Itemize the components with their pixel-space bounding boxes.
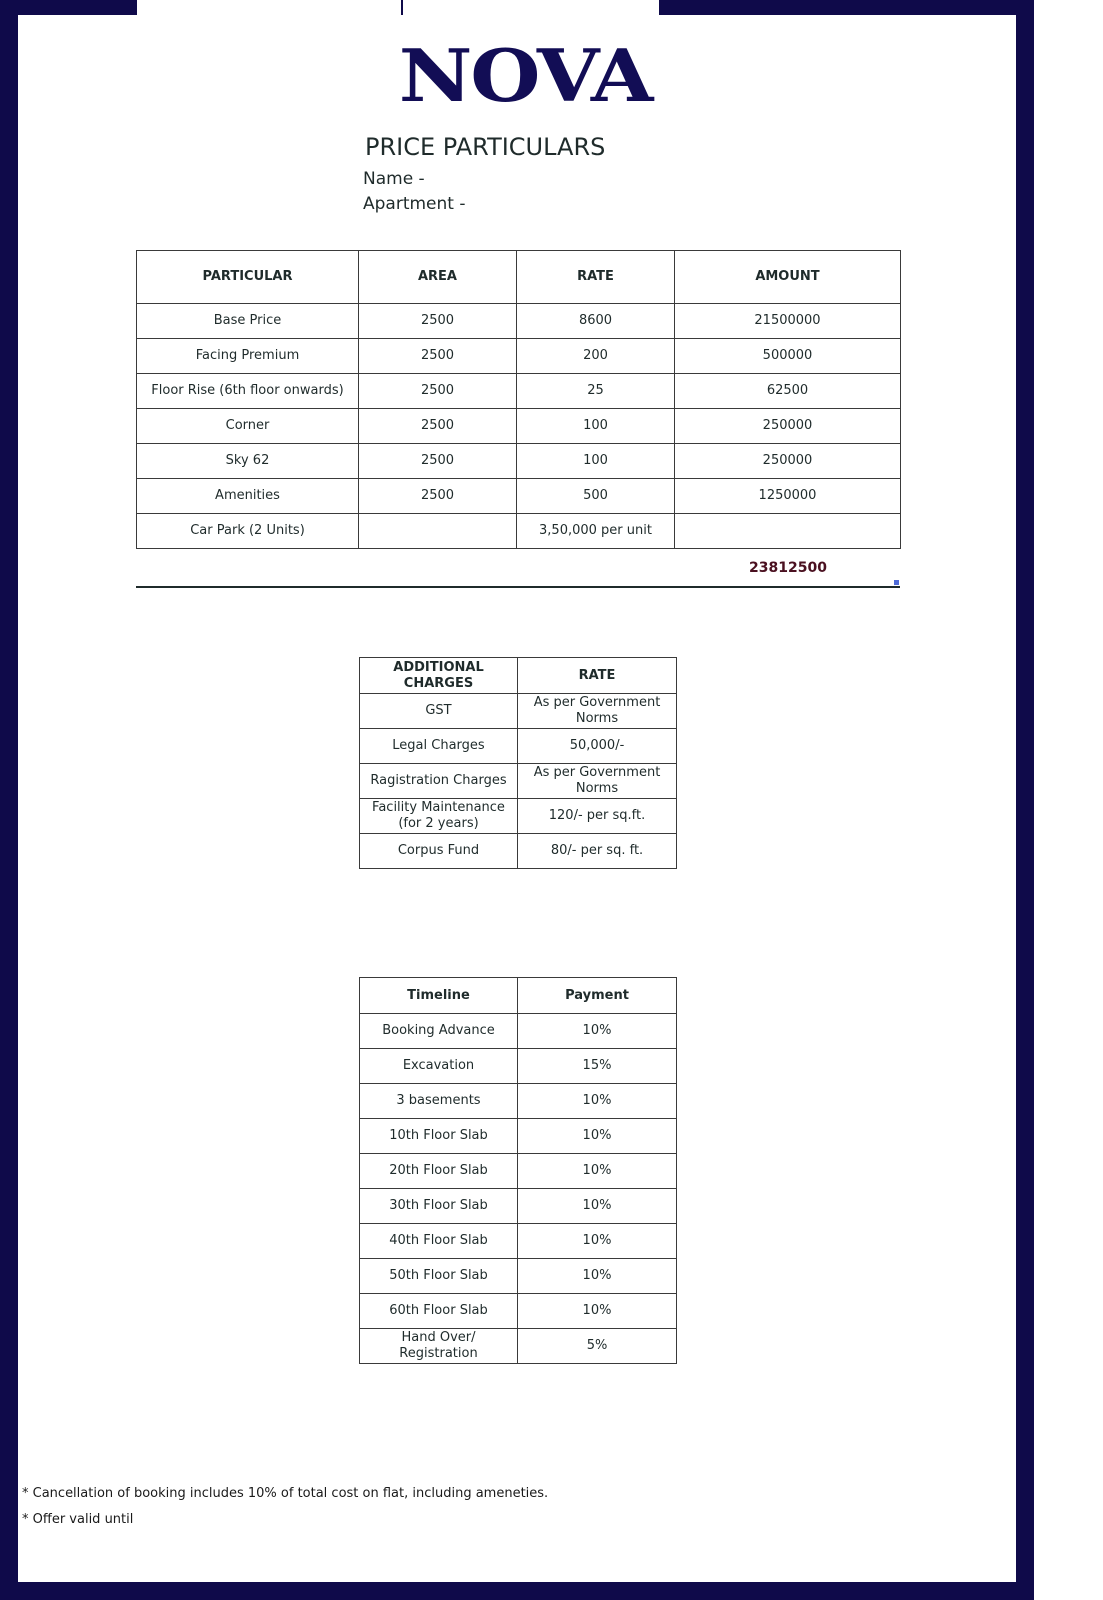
total-underline	[136, 586, 900, 588]
table-cell: GST	[360, 694, 518, 729]
table-cell: Ragistration Charges	[360, 764, 518, 799]
table-cell: 100	[517, 444, 675, 479]
table-row	[360, 1189, 677, 1224]
table-cell: Floor Rise (6th floor onwards)	[137, 374, 359, 409]
table-row	[360, 1154, 677, 1189]
table-cell: 250000	[675, 444, 901, 479]
page-border-left	[0, 0, 18, 1600]
table-cell: 20th Floor Slab	[360, 1154, 518, 1189]
table-row	[360, 799, 677, 834]
table-cell: 200	[517, 339, 675, 374]
table-cell: 40th Floor Slab	[360, 1224, 518, 1259]
table-cell: 30th Floor Slab	[360, 1189, 518, 1224]
payment-timeline-table	[359, 977, 677, 1364]
table-cell: 2500	[359, 304, 517, 339]
table-cell: 3,50,000 per unit	[517, 514, 675, 549]
table-cell: 10th Floor Slab	[360, 1119, 518, 1154]
table-row	[360, 1294, 677, 1329]
table-cell: 25	[517, 374, 675, 409]
table-cell: 2500	[359, 339, 517, 374]
table-row	[360, 1084, 677, 1119]
table-row	[360, 694, 677, 729]
table-cell: Facility Maintenance (for 2 years)	[360, 799, 518, 834]
table-row	[360, 1259, 677, 1294]
table-row	[360, 1119, 677, 1154]
column-header: PARTICULAR	[137, 251, 359, 304]
table-cell: Excavation	[360, 1049, 518, 1084]
table-cell: Car Park (2 Units)	[137, 514, 359, 549]
column-header: ADDITIONAL CHARGES	[360, 658, 518, 694]
table-cell: 2500	[359, 444, 517, 479]
table-cell: Facing Premium	[137, 339, 359, 374]
additional-charges-table	[359, 657, 677, 869]
offer-validity-note: * Offer valid until	[22, 1512, 134, 1527]
table-row	[137, 374, 901, 409]
table-cell: Base Price	[137, 304, 359, 339]
table-cell: 10%	[518, 1224, 677, 1259]
table-row	[137, 304, 901, 339]
table-cell: 3 basements	[360, 1084, 518, 1119]
column-header: Payment	[518, 978, 677, 1014]
table-header-row	[360, 978, 677, 1014]
cancellation-note: * Cancellation of booking includes 10% of total cost on flat, including ameneties.	[22, 1486, 549, 1501]
column-header: RATE	[518, 658, 677, 694]
table-cell	[675, 514, 901, 549]
table-row	[137, 444, 901, 479]
price-table	[136, 250, 901, 549]
table-row	[137, 514, 901, 549]
column-header: AREA	[359, 251, 517, 304]
total-amount: 23812500	[749, 560, 827, 576]
table-cell: Sky 62	[137, 444, 359, 479]
column-header: AMOUNT	[675, 251, 901, 304]
table-cell: Booking Advance	[360, 1014, 518, 1049]
table-cell: 10%	[518, 1014, 677, 1049]
table-cell: 10%	[518, 1259, 677, 1294]
table-row	[360, 729, 677, 764]
table-cell: 50th Floor Slab	[360, 1259, 518, 1294]
table-cell: 10%	[518, 1189, 677, 1224]
table-cell: As per Government Norms	[518, 694, 677, 729]
page-border-top-gap	[137, 0, 659, 15]
table-cell: 80/- per sq. ft.	[518, 834, 677, 869]
table-cell: As per Government Norms	[518, 764, 677, 799]
table-cell: Hand Over/ Registration	[360, 1329, 518, 1364]
table-cell: 60th Floor Slab	[360, 1294, 518, 1329]
table-cell: 100	[517, 409, 675, 444]
table-cell: 10%	[518, 1084, 677, 1119]
table-cell: 15%	[518, 1049, 677, 1084]
table-header-row	[137, 251, 901, 304]
table-cell: 62500	[675, 374, 901, 409]
table-row	[360, 1014, 677, 1049]
page-border-bottom	[0, 1582, 1034, 1600]
table-cell: 2500	[359, 479, 517, 514]
table-cell: 10%	[518, 1154, 677, 1189]
table-row	[137, 409, 901, 444]
table-cell: Legal Charges	[360, 729, 518, 764]
table-row	[360, 834, 677, 869]
table-cell: 50,000/-	[518, 729, 677, 764]
table-cell: 10%	[518, 1294, 677, 1329]
table-cell: 5%	[518, 1329, 677, 1364]
page-title: PRICE PARTICULARS	[365, 133, 606, 161]
apartment-label: Apartment -	[363, 194, 466, 214]
table-cell: 2500	[359, 374, 517, 409]
table-cell: 21500000	[675, 304, 901, 339]
table-cell	[359, 514, 517, 549]
table-row	[360, 764, 677, 799]
table-cell: 500000	[675, 339, 901, 374]
table-cell: 8600	[517, 304, 675, 339]
table-row	[360, 1049, 677, 1084]
table-cell: 250000	[675, 409, 901, 444]
page-border-right	[1016, 0, 1034, 1600]
column-header: RATE	[517, 251, 675, 304]
table-cell: 10%	[518, 1119, 677, 1154]
table-row	[360, 1329, 677, 1364]
table-cell: Amenities	[137, 479, 359, 514]
cell-corner-marker	[894, 580, 899, 585]
table-cell: Corpus Fund	[360, 834, 518, 869]
table-row	[360, 1224, 677, 1259]
name-label: Name -	[363, 169, 425, 189]
table-row	[137, 479, 901, 514]
table-cell: 500	[517, 479, 675, 514]
table-header-row	[360, 658, 677, 694]
table-cell: Corner	[137, 409, 359, 444]
brand-logo: NOVA	[398, 32, 652, 118]
table-cell: 120/- per sq.ft.	[518, 799, 677, 834]
table-cell: 2500	[359, 409, 517, 444]
table-cell: 1250000	[675, 479, 901, 514]
column-header: Timeline	[360, 978, 518, 1014]
table-row	[137, 339, 901, 374]
